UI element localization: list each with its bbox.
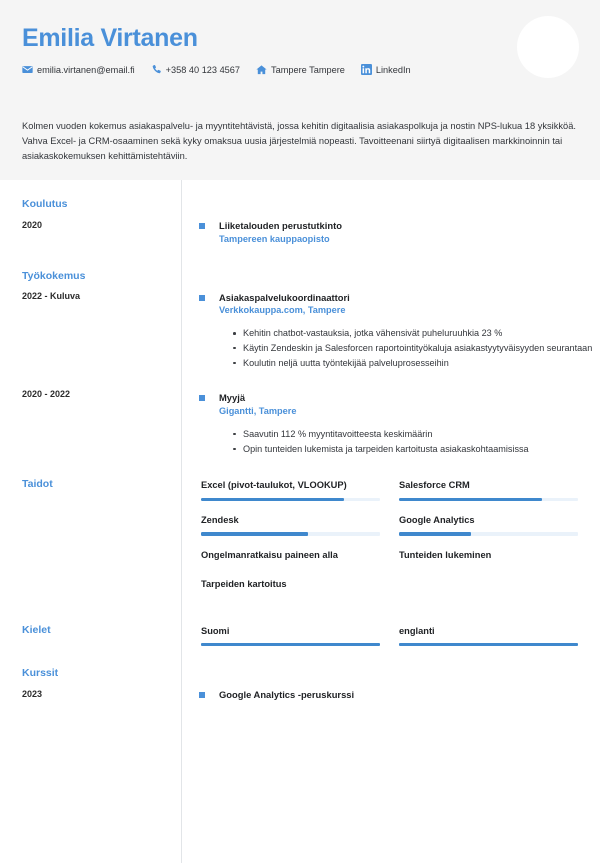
skill-level-bar (399, 532, 578, 536)
contact-phone-label: +358 40 123 4567 (165, 64, 241, 75)
contact-location[interactable] (256, 64, 345, 75)
page-title: Emilia Virtanen (22, 24, 198, 52)
experience-entry-0 (201, 291, 600, 372)
skill-item (399, 549, 578, 567)
skill-level-fill (399, 532, 471, 536)
list-item: Kehitin chatbot-vastauksia, jotka vähensivät puheluruuhkia 23 % (233, 327, 592, 341)
language-level-fill (399, 643, 578, 646)
experience-job-title-1: Myyjä (219, 392, 246, 404)
section-title-education: Koulutus (22, 198, 68, 211)
skill-item (399, 514, 578, 536)
experience-date-0: 2022 - Kuluva (22, 291, 81, 302)
skill-label: Tunteiden lukeminen (399, 549, 492, 560)
section-title-skills: Taidot (22, 478, 53, 491)
skill-item (201, 549, 380, 567)
experience-org-1: Gigantti, Tampere (219, 406, 297, 417)
languages-right-column (181, 625, 600, 646)
education-left-column (0, 199, 181, 246)
skill-level-fill (399, 498, 542, 502)
courses-left-column (0, 668, 181, 701)
envelope-icon (22, 64, 33, 75)
contact-phone[interactable] (151, 64, 240, 75)
section-courses (0, 668, 600, 701)
education-date: 2020 (22, 219, 43, 230)
languages-grid (201, 625, 600, 646)
skills-right-column (181, 479, 600, 607)
skill-item (201, 578, 380, 596)
education-entry (201, 219, 600, 246)
section-experience (0, 271, 600, 458)
skill-item (201, 479, 380, 501)
resume-body (0, 180, 600, 701)
contact-linkedin-label: LinkedIn (375, 64, 411, 75)
linkedin-icon (361, 64, 372, 75)
timeline-marker-square (199, 395, 205, 401)
experience-bullets-1 (219, 428, 529, 457)
summary-text: Kolmen vuoden kokemus asiakaspalvelu- ja myyntitehtävistä, jossa kehitin digitaalisia asiakaspolkuja ja nostin NPS-lukua 18 yksikköä. Vahva Excel- ja CRM-osaaminen sekä kyky omaksua uusia järjestelmiä nopeasti. Tavoitteenani siirtyä digitaalisen markkinoinnin tai asiakaskokemuksen kehittämistehtäviin. (22, 121, 576, 162)
course-date: 2023 (22, 688, 43, 699)
education-degree: Liiketalouden perustutkinto (219, 220, 342, 232)
contact-linkedin[interactable] (361, 64, 411, 75)
skill-level-fill (201, 532, 308, 536)
skills-left-column (0, 479, 181, 607)
experience-bullets-0 (219, 327, 592, 370)
contact-row (22, 64, 578, 75)
skill-level-bar (201, 498, 380, 502)
skill-item (399, 479, 578, 501)
timeline-marker-square (199, 692, 205, 698)
timeline-marker-square (199, 223, 205, 229)
section-title-languages: Kielet (22, 623, 51, 636)
language-label: englanti (399, 625, 435, 636)
course-entry (201, 688, 600, 701)
list-item: Saavutin 112 % myyntitavoitteesta keskimäärin (233, 428, 529, 442)
course-title: Google Analytics -peruskurssi (219, 689, 355, 701)
phone-icon (151, 64, 162, 75)
summary-section (0, 119, 600, 180)
experience-job-title-0: Asiakaspalvelukoordinaattori (219, 291, 350, 303)
skills-grid (201, 479, 600, 607)
skill-label: Google Analytics (399, 515, 475, 526)
education-institution: Tampereen kauppaopisto (219, 233, 330, 244)
section-title-experience: Työkokemus (22, 269, 86, 282)
contact-email-label: emilia.virtanen@email.fi (37, 64, 135, 75)
experience-right-column (181, 271, 600, 458)
skill-label: Tarpeiden kartoitus (201, 578, 287, 589)
home-icon (256, 64, 267, 75)
skill-level-fill (201, 498, 344, 502)
section-education (0, 199, 600, 246)
experience-entry-1 (201, 391, 600, 457)
timeline-marker-square (199, 295, 205, 301)
language-item (201, 625, 380, 646)
contact-email[interactable] (22, 64, 135, 75)
education-right-column (181, 199, 600, 246)
list-item: Opin tunteiden lukemista ja tarpeiden kartoitusta asiakaskohtaamisissa (233, 443, 529, 457)
language-level-bar (201, 643, 380, 646)
experience-date-1: 2020 - 2022 (22, 388, 71, 399)
courses-right-column (181, 668, 600, 701)
languages-left-column (0, 625, 181, 646)
language-label: Suomi (201, 625, 230, 636)
avatar (517, 16, 579, 78)
section-title-courses: Kurssit (22, 667, 59, 680)
section-languages (0, 625, 600, 646)
section-skills (0, 479, 600, 607)
skill-label: Salesforce CRM (399, 480, 470, 491)
skill-level-bar (399, 498, 578, 502)
language-level-bar (399, 643, 578, 646)
language-level-fill (201, 643, 380, 646)
skill-item (201, 514, 380, 536)
skill-label: Zendesk (201, 515, 239, 526)
list-item: Koulutin neljä uutta työntekijää palveluprosesseihin (233, 357, 592, 371)
resume-header (0, 0, 600, 119)
experience-left-column (0, 271, 181, 458)
experience-org-0: Verkkokauppa.com, Tampere (219, 305, 346, 316)
language-item (399, 625, 578, 646)
skill-level-bar (201, 532, 380, 536)
skill-label: Ongelmanratkaisu paineen alla (201, 549, 338, 560)
contact-location-label: Tampere Tampere (271, 64, 345, 75)
skill-label: Excel (pivot-taulukot, VLOOKUP) (201, 480, 347, 491)
list-item: Käytin Zendeskin ja Salesforcen raportointityökaluja asiakastyytyväisyyden seurantaan (233, 342, 592, 356)
